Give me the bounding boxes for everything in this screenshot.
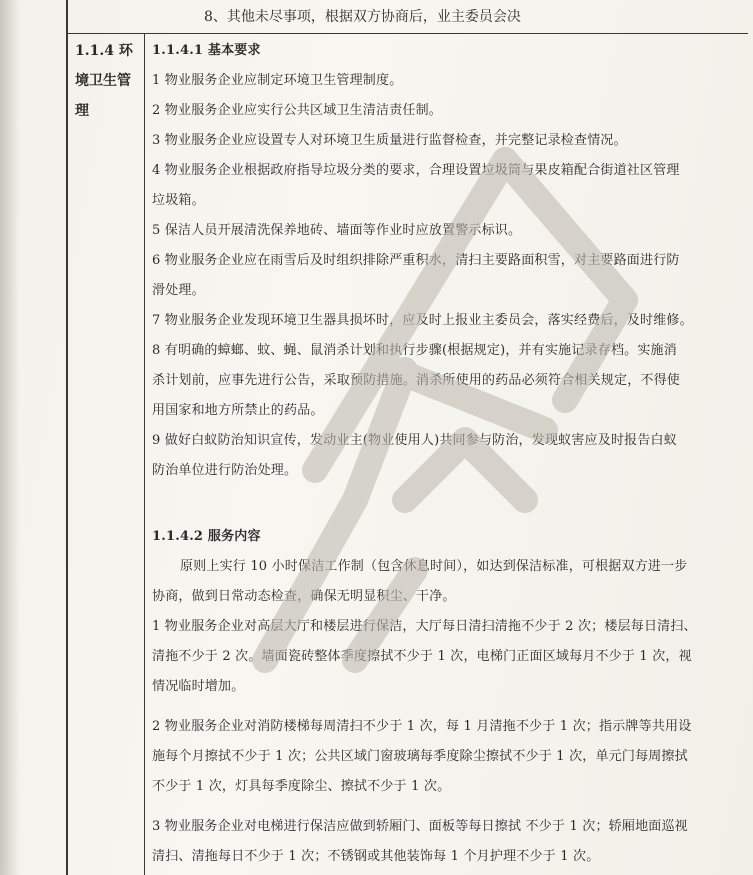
topic-line: 1.1.4 环 (75, 43, 133, 59)
table-row-divider (68, 33, 748, 34)
text-line: 3 物业服务企业应设置专人对环境卫生质量进行监督检查，并完整记录检查情况。 (152, 133, 627, 148)
table-column-divider (144, 33, 145, 875)
topic-line: 理 (75, 103, 89, 119)
text-line: 清扫、清拖每日不少于 1 次；不锈钢或其他装饰每 1 个月护理不少于 1 次。 (152, 849, 600, 864)
text-line: 2 物业服务企业应实行公共区域卫生清洁责任制。 (152, 103, 443, 118)
text-line: 5 保洁人员开展清洗保养地砖、墙面等作业时应放置警示标识。 (152, 223, 522, 238)
topic-line: 境卫生管 (75, 73, 131, 89)
section-heading: 1.1.4.1 基本要求 (152, 43, 261, 58)
text-line: 4 物业服务企业根据政府指导垃圾分类的要求，合理设置垃圾筒与果皮箱配合街道社区管理 (152, 163, 680, 178)
text-line: 2 物业服务企业对消防楼梯每周清扫不少于 1 次，每 1 月清拖不少于 1 次；指示牌等共用设 (152, 719, 692, 734)
text-line: 用国家和地方所禁止的药品。 (152, 403, 324, 418)
text-line: 7 物业服务企业发现环境卫生器具损坏时，应及时上报业主委员会，落实经费后，及时维修。 (152, 313, 693, 328)
page-edge-shadow (0, 0, 20, 875)
text-line: 防治单位进行防治处理。 (152, 463, 298, 478)
text-line: 6 物业服务企业应在雨雪后及时组织排除严重积水，清扫主要路面积雪，对主要路面进行防 (152, 253, 680, 268)
text-line: 垃圾箱。 (152, 193, 205, 208)
section-heading: 1.1.4.2 服务内容 (152, 529, 261, 544)
previous-row-text: 8、其他未尽事项，根据双方协商后，业主委员会决 (204, 9, 521, 25)
text-line: 清拖不少于 2 次。墙面瓷砖整体季度擦拭不少于 1 次，电梯门正面区域每月不少于 1 次，视 (152, 649, 692, 664)
text-line: 不少于 1 次，灯具每季度除尘、擦拭不少于 1 次。 (152, 779, 451, 794)
text-line: 原则上实行 10 小时保洁工作制（包含休息时间），如达到保洁标准，可根据双方进一步 (180, 559, 688, 574)
text-line: 滑处理。 (152, 283, 205, 298)
text-line: 施每个月擦拭不少于 1 次；公共区域门窗玻璃每季度除尘擦拭不少于 1 次，单元门每周擦拭 (152, 749, 688, 764)
text-line: 1 物业服务企业应制定环境卫生管理制度。 (152, 73, 403, 88)
text-line: 1 物业服务企业对高层大厅和楼层进行保洁，大厅每日清扫清拖不少于 2 次；楼层每日清扫、 (152, 619, 697, 634)
text-line: 8 有明确的蟑螂、蚊、蝇、鼠消杀计划和执行步骤(根据规定)，并有实施记录存档。实施消 (152, 343, 677, 358)
text-line: 协商，做到日常动态检查，确保无明显积尘、干净。 (152, 589, 456, 604)
text-line: 情况临时增加。 (152, 679, 245, 694)
text-line: 9 做好白蚁防治知识宣传，发动业主(物业使用人)共同参与防治，发现蚁害应及时报告白蚁 (152, 433, 677, 448)
requirements-table (66, 0, 748, 875)
text-line: 杀计划前，应事先进行公告，采取预防措施。消杀所使用的药品必须符合相关规定，不得使 (152, 373, 681, 388)
topic-cell (75, 36, 141, 126)
text-line: 3 物业服务企业对电梯进行保洁应做到轿厢门、面板等每日擦拭 不少于 1 次；轿厢地面巡视 (152, 819, 688, 834)
